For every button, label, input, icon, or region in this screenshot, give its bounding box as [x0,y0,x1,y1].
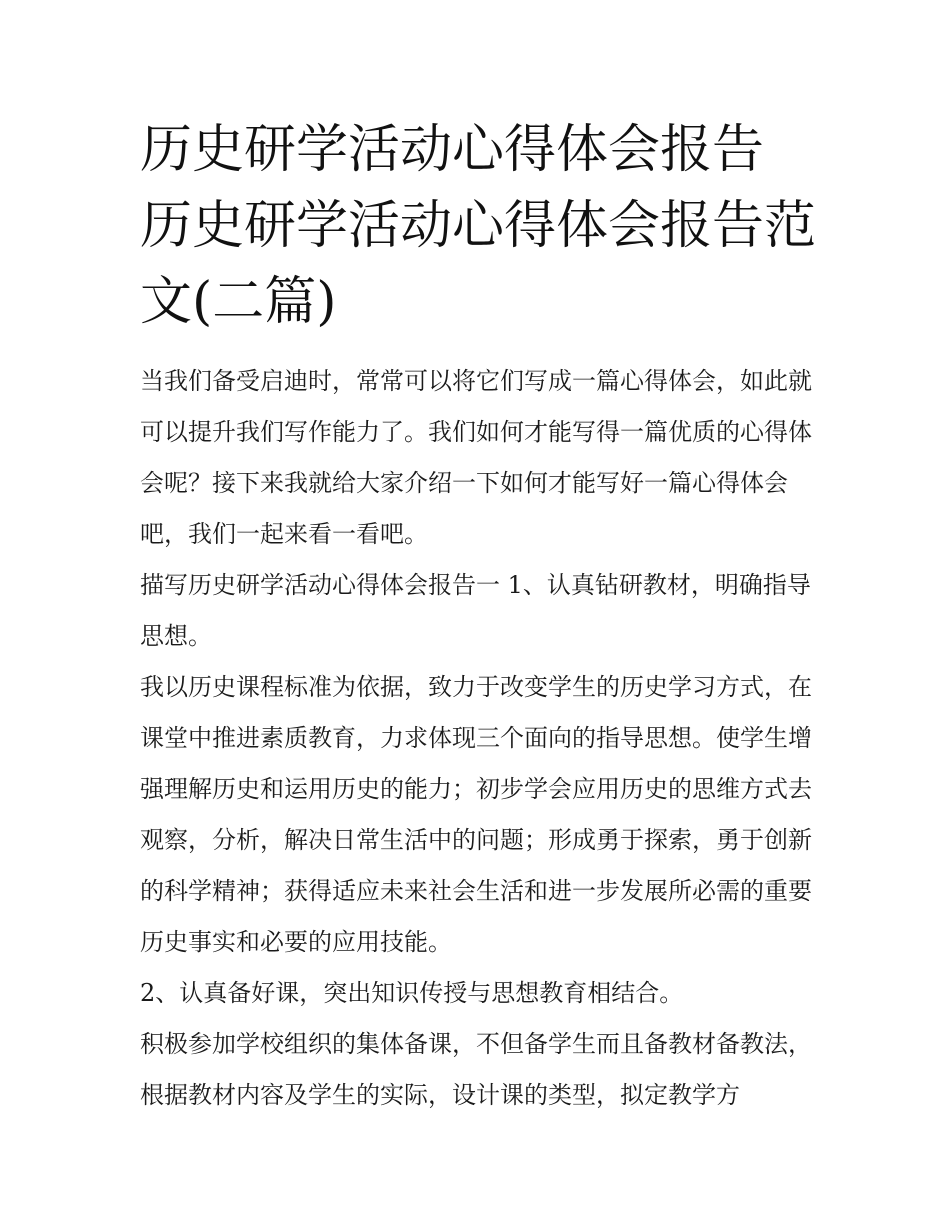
paragraph-section-2-heading: 2、认真备好课，突出知识传授与思想教育相结合。 [140,979,684,1007]
paragraph-section-1-heading: 描写历史研学活动心得体会报告一 1、认真钻研教材，明确指导思想。 [140,571,811,650]
paragraph-intro: 当我们备受启迪时，常常可以将它们写成一篇心得体会，如此就可以提升我们写作能力了。我们如何才能写得一篇优质的心得体会呢？接下来我就给大家介绍一下如何才能写好一篇心得体会吧，我们一起来看一看吧。 [140,367,812,548]
document-body [140,356,820,1121]
document-title: 历史研学活动心得体会报告 历史研学活动心得体会报告范文(二篇) [140,120,817,332]
paragraph-section-1-body: 我以历史课程标准为依据，致力于改变学生的历史学习方式，在课堂中推进素质教育，力求体现三个面向的指导思想。使学生增强理解历史和运用历史的能力；初步学会应用历史的思维方式去观察，分析，解决日常生活中的问题；形成勇于探索，勇于创新的科学精神；获得适应未来社会生活和进一步发展所必需的重要历史事实和必要的应用技能。 [140,673,812,956]
paragraph-section-2-body: 积极参加学校组织的集体备课，不但备学生而且备教材备教法，根据教材内容及学生的实际，设计课的类型，拟定教学方 [140,1030,812,1109]
